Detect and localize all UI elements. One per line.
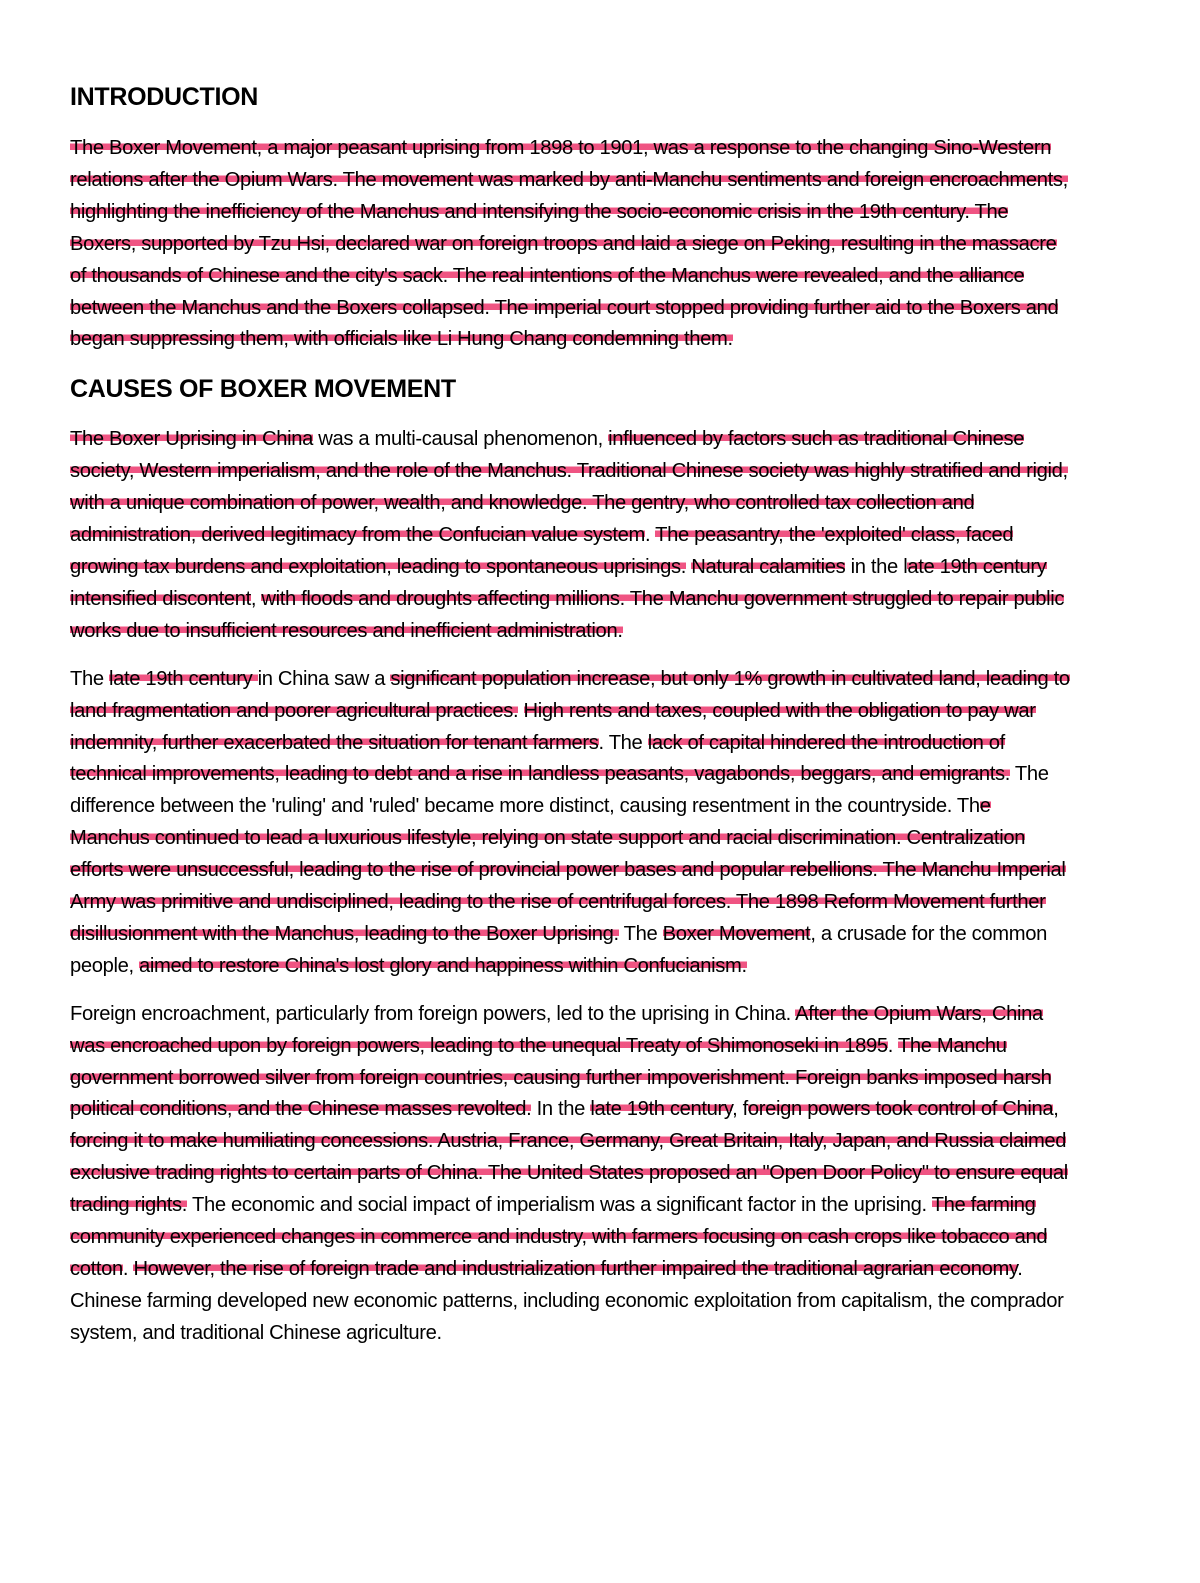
plain-text: The difference between the 'ruling' and 'ruled' became more distinct, causing resentment in the countryside. Th <box>70 763 1049 818</box>
paragraph-causes-3 <box>70 999 1070 1350</box>
highlighted-text: The Boxer Uprising in China <box>70 428 314 451</box>
highlighted-text: with floods and droughts affecting millions. The Manchu government struggled to repair public works due to insufficient resources and inefficient administration. <box>70 587 1065 642</box>
plain-text: . The <box>598 731 648 754</box>
highlighted-text: The Manchu government borrowed silver from foreign countries, causing further impoverishment. Foreign banks imposed harsh political conditions, and the Chinese masses revolted. <box>70 1034 1052 1121</box>
highlighted-text: After the Opium Wars, China was encroached upon by foreign powers, leading to the unequal Treaty of Shimonoseki in 1895 <box>70 1002 1043 1057</box>
plain-text: , <box>1053 1098 1059 1121</box>
plain-text: . <box>887 1034 898 1057</box>
plain-text: Foreign encroachment, particularly from foreign powers, led to the uprising in China. <box>70 1002 796 1025</box>
highlighted-text: late 19th century <box>109 667 258 690</box>
plain-text: . Chinese farming developed new economic patterns, including economic exploitation from capitalism, the comprador system, and traditional Chinese agriculture. <box>70 1258 1064 1344</box>
plain-text: , a crusade for the common people, <box>70 922 1047 977</box>
highlighted-text: late 19th century <box>590 1098 733 1121</box>
highlighted-text: The peasantry, the 'exploited' class, faced growing tax burdens and exploitation, leading to spontaneous uprisings. <box>70 524 1014 578</box>
plain-text: . <box>122 1258 134 1280</box>
highlighted-text: High rents and taxes, coupled with the obligation to pay war indemnity, further exacerbated the situation for tenant farmers <box>70 699 1036 754</box>
paragraph-introduction <box>70 133 1070 356</box>
plain-text: , <box>250 587 262 610</box>
plain-text: was a multi-causal phenomenon, <box>313 428 609 451</box>
highlighted-text: influenced by factors such as traditional Chinese society, Western imperialism, and the role of the Manchus. Traditional Chinese society was highly stratified and rigid, with a unique combination of power, wealth, and knowledge. The gentry, who controlled tax collection and administration, derived legitimacy from the Confucian value system <box>70 428 1068 547</box>
document-page <box>70 78 1070 1350</box>
highlighted-text: forcing it to make humiliating concessions. Austria, France, Germany, Great Britain, Italy, Japan, and Russia claimed exclusive trading rights to certain parts of China. The United States proposed an "Open Door Policy" to ensure equal trading rights. <box>70 1130 1068 1217</box>
highlighted-text: oreign powers took control of China <box>747 1098 1054 1121</box>
highlighted-text: significant population increase, but only 1% growth in cultivated land, leading to land fragmentation and poorer agricultural practices. <box>70 667 1070 722</box>
highlighted-text: lack of capital hindered the introduction of technical improvements, leading to debt and a rise in landless peasants, vagabonds, beggars, and emigrants. <box>70 731 1010 786</box>
highlighted-text: Boxer Movement <box>662 922 811 945</box>
highlighted-text: The farming community experienced changes in commerce and industry, with farmers focusing on cash crops like tobacco and cotton <box>70 1194 1048 1280</box>
plain-text: , f <box>732 1098 748 1121</box>
paragraph-causes-2 <box>70 664 1070 983</box>
highlighted-text: aimed to restore China's lost glory and happiness within Confucianism. <box>139 954 747 977</box>
highlighted-text: ate 19th century intensified discontent <box>70 555 1047 610</box>
plain-text: The economic and social impact of imperialism was a significant factor in the uprising. <box>187 1194 932 1217</box>
plain-text: . <box>644 524 656 547</box>
highlighted-text: However, the rise of foreign trade and industrialization further impaired the traditional agrarian economy <box>133 1258 1018 1280</box>
highlighted-text: The Boxer Movement, a major peasant uprising from 1898 to 1901, was a response to the changing Sino-Western relations after the Opium Wars. The movement was marked by anti-Manchu sentiments and foreign encroachments, highlighting the inefficiency of the Manchus and intensifying the socio-economic crisis in the 19th century. The Boxers, supported by Tzu Hsi, declared war on foreign troops and laid a siege on Peking, resulting in the massacre of thousands of Chinese and the city's sack. The real intentions of the Manchus were revealed, and the alliance between the Manchus and the Boxers collapsed. The imperial court stopped providing further aid to the Boxers and began suppressing them, with officials like Li Hung Chang condemning them. <box>70 137 1068 351</box>
plain-text <box>518 700 523 722</box>
highlighted-text: e Manchus continued to lead a luxurious lifestyle, relying on state support and racial discrimination. Centralization efforts were unsuccessful, leading to the rise of provincial power bases and popular rebellions. The Manchu Imperial Army was primitive and undisciplined, leading to the rise of centrifugal forces. The 1898 Reform Movement further disillusionment with the Manchus, leading to the Boxer Uprising. <box>70 795 1066 945</box>
heading-causes: CAUSES OF BOXER MOVEMENT <box>70 375 456 404</box>
heading-introduction: INTRODUCTION <box>70 83 259 111</box>
highlighted-text: Natural calamities <box>691 555 846 578</box>
plain-text: in China saw a <box>257 667 391 690</box>
paragraph-causes-1 <box>70 424 1070 647</box>
plain-text: The <box>70 667 109 690</box>
plain-text: in the l <box>845 555 908 578</box>
plain-text: The <box>618 922 663 945</box>
plain-text: In the <box>531 1098 591 1121</box>
